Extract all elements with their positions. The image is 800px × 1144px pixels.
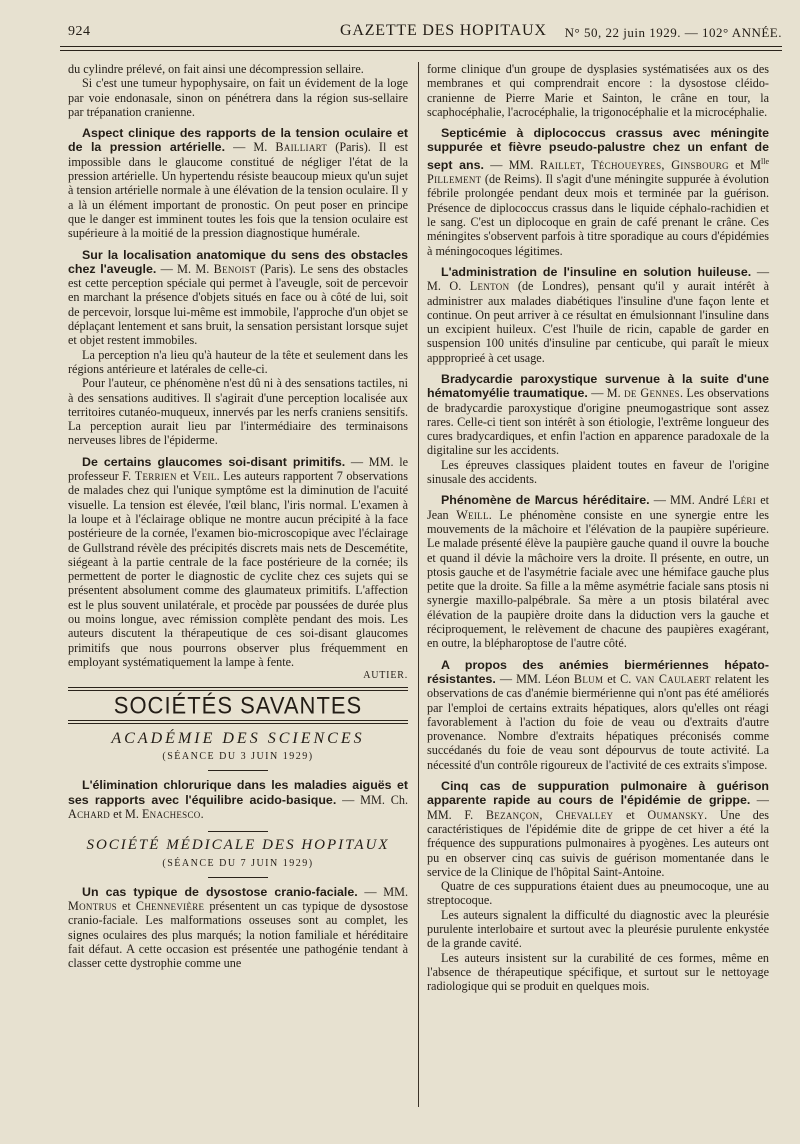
article-body: relatent les observations de cas d'anémie biermérienne qui n'ont pas été améliorés par l'emploi de certains extraits hépatiques, alors qu'elles ont réagi favorablement à l'action du foie de veau ou d'extraits d'autre provenance. Nombre d'extraits hépatiques préconisés comme succédanés du foie de veau sont dépourvus de toute activité. La nécessité d'un contrôle rigoureux de l'activité de ces extraits s'impose.	[427, 671, 769, 772]
author-name: Benoist	[213, 261, 256, 276]
article-terrien-veil: De certains glaucomes soi-disant primitifs. — MM. le professeur F. Terrien et Veil. Les auteurs rapportent 7 observations de malades chez qui l'unique symptôme est la diminution de l'acuité visuelle. La tension est élevée, l'œil blanc, l'iris normal. L'examen à la loupe et à l'éclairage oblique ne montre aucun précipité à la face postérieure de la cornée, l'examen bio-microscopique avec l'éclairage de Gullstrand révèle des précipités discrets mais nets de Descemétite, siégeant à la partie centrale de la face postérieure de la cornée; ils permettent de porter le diagnostic de cyclite chez ces sujets qui se présentent absolument comme des glaumateux primitifs. L'affection est le plus souvent unilatérale, et procède par poussées de durée plus ou moins longue, avec rémission complète pendant des mois. Les auteurs discutent la thérapeutique de ces soi-disant glaucomes primitifs que nous pourrons observer plus fréquemment en employant systématiquement la lampe à fente.	[68, 454, 409, 669]
left-column	[68, 62, 408, 971]
running-header	[60, 22, 782, 44]
article-title: Septicémie à diplococcus crassus avec méningite suppurée et fièvre pseudo-palustre chez un enfant de sept ans.	[427, 126, 769, 172]
article-body: . Une des caractéristiques de l'épidémie dite de grippe de cet hiver a été la fréquence des suppurations pulmonaires à pyogènes. Les auteurs ont pu en observer cinq cas suivis de guérison momentanée dans le service de la Clinique de l'hôpital Saint-Antoine.	[427, 807, 769, 879]
article-body: (de Reims). Il s'agit d'une méningite suppurée à évolution fébrile prolongée pendant deux mois et terminée par la guérison. Présence de diplococcus crassus dans le liquide céphalo-rachidien et le sang. C'est un diplocoque en grain de café prenant le crâne. Ces méningites s'observent parfois à titre sporadique au cours d'épidémies à méningocoques légitimes.	[427, 172, 769, 258]
author-name: Bailliart	[275, 140, 328, 155]
section-rule	[68, 720, 408, 724]
article-title: L'administration de l'insuline en solution huileuse.	[441, 264, 752, 279]
article-title: A propos des anémies biermériennes hépato-résistantes.	[427, 657, 769, 686]
author-name: Oumansky	[647, 807, 705, 822]
issue-line: N° 50, 22 juin 1929. — 102° ANNÉE.	[564, 25, 782, 40]
author-name: Lenton	[469, 279, 510, 294]
article-body: (de Londres), pensant qu'il y aurait intérêt à administrer aux malades diabétiques l'insuline d'une façon lente et continue. On peut arriver à ce résultat en émulsionnant l'insuline dans un excipient huileux. C'est l'huile de ricin, capable de garder en suspension 100 unités d'insuline par centicube, qui paraît le mieux appproprieé à cet usage.	[427, 279, 769, 365]
article-de-gennes: Bradycardie paroxystique survenue à la suite d'une hématomyélie traumatique. — M. de Gennes. Les observations de bradycardie paroxystique d'origine pneumogastrique sont assez rares. Celle-ci tient son intérêt à son étiologie, l'extrême longueur des cures bradycardiques, et enfin l'action en apparence paradoxale de la digitaline sur les accidents.	[427, 372, 770, 458]
author-name: Pillement	[427, 172, 482, 187]
article-body: . Les observations de bradycardie paroxystique d'origine pneumogastrique sont assez rares. Celle-ci tient son intérêt à son étiologie, l'extrême longueur des cures bradycardiques, et enfin l'action en apparence paradoxale de la digitaline sur les accidents.	[427, 386, 770, 458]
page-number: 924	[68, 24, 91, 39]
article-body: présentent un cas typique de dysostose cranio-faciale. Les malformations osseuses sont au complet, les signes oculaires des plus marqués; la notion familiale et héréditaire fait défaut. A cette occasion est présentée une pathogénie tendant à classer cette dystrophie comme une	[68, 899, 409, 971]
author-name: Weill	[456, 507, 489, 522]
author-name: Léri	[732, 493, 757, 508]
author-name: Achard	[68, 806, 111, 821]
author-name: Chennevière	[135, 899, 205, 914]
paragraph: Quatre de ces suppurations étaient dues au pneumocoque, une au streptocoque.	[427, 879, 769, 908]
paragraph: forme clinique d'un groupe de dysplasies systématisées aux os des membranes et qui comprendrait encore : la dysostose cléido-cranienne de Pierre Marie et Sainton, le crâne en tour, la scaphocéphalie, l'acrocéphalie, la trigonocéphalie et la microcéphalie.	[427, 62, 769, 119]
article-bezancon: Cinq cas de suppuration pulmonaire à guérison apparente rapide au cours de l'épidémie de grippe. — MM. F. Bezançon, Chevalley et Oumansky. Une des caractéristiques de l'épidémie dite de grippe de cet hiver a été la fréquence des suppurations pulmonaires à pyogènes. Les auteurs ont pu en observer cinq cas suivis de guérison momentanée dans le service de la Clinique de l'hôpital Saint-Antoine.	[427, 779, 769, 879]
article-benoist: Sur la localisation anatomique du sens des obstacles chez l'aveugle. — M. M. Benoist (Paris). Le sens des obstacles est cette perception spéciale qui permet à l'aveugle, soit de percevoir en marchant la présence d'objets situés en face ou à côté de lui, soit de percevoir, lorsque lui-même est immobile, l'approche d'un objet se déplaçant lentement et sans bruit, la sensation persistant lorsque sujet et objet restent immobiles.	[68, 247, 408, 348]
article-blum-caulaert: A propos des anémies biermériennes hépato-résistantes. — MM. Léon Blum et C. van Caulaert relatent les observations de cas d'anémie biermérienne qui n'ont pas été améliorés par l'emploi de certains extraits hépatiques, alors qu'elles ont réagi favorablement à l'action du foie de veau ou d'extraits d'autre provenance. Nombre d'extraits hépatiques préconisés comme succédanés du foie de veau sont dépourvus de toute activité. La nécessité d'un contrôle rigoureux de l'activité de ces extraits s'impose.	[427, 657, 769, 772]
author-name: de Gennes	[624, 386, 680, 401]
paragraph: Les auteurs signalent la difficulté du diagnostic avec la pleurésie purulente interlobaire et surtout avec la pleurésie purulente enkystée de la grande cavité.	[427, 907, 769, 951]
journal-title: GAZETTE DES HOPITAUX	[340, 22, 547, 39]
article-title: Aspect clinique des rapports de la tension oculaire et de la pression artérielle.	[68, 126, 408, 155]
author-name: Raillet, Téchoueyres, Ginsbourg	[539, 157, 729, 172]
paragraph: Pour l'auteur, ce phénomène n'est dû ni à des sensations tactiles, ni à des sensations auditives. Il s'agirait d'une perception localisée aux territoires cutanéo-muqueux, innervés par les nerfs craniens sensitifs. La perception aurait lieu par l'intermédiaire des terminaisons nerveuses libres de l'épiderme.	[68, 376, 408, 448]
article-title: L'élimination chlorurique dans les maladies aiguës et ses rapports avec l'équilibre acido-basique.	[68, 778, 408, 807]
paragraph: Si c'est une tumeur hypophysaire, on fait un évidement de la loge par voie endonasale, sinon on pénétrera dans la région sus-sellaire par trépanation cranienne.	[68, 76, 408, 119]
signature: AUTIER.	[363, 670, 408, 682]
article-lenton: L'administration de l'insuline en solution huileuse. — M. O. Lenton (de Londres), pensant qu'il y aurait intérêt à administrer aux malades diabétiques l'insuline d'une façon lente et continue. On peut arriver à ce résultat en émulsionnant l'insuline dans un excipient huileux. C'est l'huile de ricin, capable de garder en suspension 100 unités d'insuline par centicube, qui paraît le mieux appproprieé à cet usage.	[427, 264, 769, 365]
paragraph: Les épreuves classiques plaident toutes en faveur de l'origine sinusale des accidents.	[427, 457, 769, 487]
article-title: De certains glaucomes soi-disant primitifs.	[82, 454, 346, 469]
article-leri-weill: Phénomène de Marcus héréditaire. — MM. André Léri et Jean Weill. Le phénomène consiste en une synergie entre les mouvements de la mâchoire et l'élévation de la paupière supérieure. Le malade présenté élève la paupière gauche quand il ouvre la bouche et quand il dévie la mâchoire vers la droite. Il présente, en outre, un ptosis gauche et de l'asymétrie faciale avec une hémiface gauche plus petite que la droite. Sa fille a la même asymétrie faciale sans ptosis ni synergie maxillo-palpébrale. Sa mère a un ptosis bilatéral avec élévation de la paupière droite dans la diduction vers la gauche et réciproquement, le relèvement de chacune des paupières exagérant, en outre, la blépharoptose de l'autre côté.	[427, 493, 770, 651]
paragraph: du cylindre prélevé, on fait ainsi une décompression sellaire.	[68, 62, 364, 76]
header-rule-top	[60, 46, 782, 47]
author-name: Enachesco	[141, 806, 201, 821]
column-divider	[418, 62, 419, 1107]
section-title: SOCIÉTÉS SAVANTES	[113, 692, 363, 720]
article-bailliart: Aspect clinique des rapports de la tension oculaire et de la pression artérielle. — M. Bailliart (Paris). Il est impossible dans le glaucome constitué de négliger l'état de la pression artérielle. Un hypertendu résiste beaucoup mieux qu'un sujet à tension artérielle normale à une élévation de la tension oculaire. Il y a là un élément important de pronostic. On peut poser en principe que le danger est imminent toutes les fois que la tension oculaire est supérieure à la moitié de la pression diagnostique humérale.	[68, 126, 409, 241]
article-body: . Les auteurs rapportent 7 observations de malades chez qui l'unique symptôme est la diminution de l'acuité visuelle. La tension est élevée, l'œil blanc, l'iris normal. L'examen à la loupe et à l'éclairage oblique ne montre aucun précipité à la face postérieure de la cornée, l'examen bio-microscopique avec l'éclairage de Gullstrand révèle des précipités discrets mais nets de Descemétite, siégeant à la partie centrale de la face postérieure de la cornée; ils permettent de porter le diagnostic de cyclite chez ces sujets qui se présentent absolument comme des glaumateux primitifs. L'affection est le plus souvent unilatérale, et procède par poussées de durée plus ou moins longue, avec rémission complète pendant des mois. Les auteurs discutent la thérapeutique de ces soi-disant glaucomes primitifs que nous pourrons observer plus fréquemment en employant systématiquement la lampe à fente.	[68, 469, 408, 669]
author-name: Montrus	[68, 899, 117, 914]
article-title: Bradycardie paroxystique survenue à la suite d'une hématomyélie traumatique.	[427, 372, 769, 401]
session-date: (SÉANCE DU 7 JUIN 1929)	[162, 857, 314, 869]
author-name: Veil	[192, 469, 217, 484]
right-column	[427, 62, 769, 993]
paragraph: Les auteurs insistent sur la curabilité de ces formes, même en l'absence de thérapeutique spécifique, et surtout sur le nettoyage radiologique qui se produit en quelques mois.	[427, 950, 769, 994]
short-rule	[208, 831, 268, 832]
article-title: Phénomène de Marcus héréditaire.	[441, 493, 650, 508]
article-title: Sur la localisation anatomique du sens des obstacles chez l'aveugle.	[68, 247, 408, 276]
short-rule	[208, 877, 268, 878]
article-achard-enachesco: L'élimination chlorurique dans les maladies aiguës et ses rapports avec l'équilibre acido-basique. — MM. Ch. Achard et M. Enachesco.	[68, 778, 408, 821]
article-raillet: Septicémie à diplococcus crassus avec méningite suppurée et fièvre pseudo-palustre chez un enfant de sept ans. — MM. Raillet, Téchoueyres, Ginsbourg et $M^{lle}$ Pillement (de Reims). Il s'agit d'une méningite suppurée à évolution fébrile prolongée pendant deux mois et terminée par la guérison. Présence de diplococcus crassus dans le liquide céphalo-rachidien et le sang. C'est un diplocoque en grain de café prenant le crâne. Ces méningites s'observent parfois à titre sporadique au cours d'épidémies à méningocoques légitimes.	[427, 126, 769, 258]
article-title: Un cas typique de dysostose cranio-faciale.	[82, 884, 358, 899]
article-body: (Paris). Le sens des obstacles est cette perception spéciale qui permet à l'aveugle, soit de percevoir en marchant la présence d'objets situés en face ou à côté de lui, soit de percevoir, lorsque lui-même est immobile, l'approche d'un objet se déplaçant lentement et sans bruit, la sensation persistant lorsque sujet et objet restent immobiles.	[68, 261, 408, 348]
article-montrus-chenneviere: Un cas typique de dysostose cranio-faciale. — MM. Montrus et Chennevière présentent un cas typique de dysostose cranio-faciale. Les malformations osseuses sont au complet, les signes oculaires des plus marqués; la notion familiale et héréditaire fait défaut. A cette occasion est présentée une pathogénie tendant à classer cette dystrophie comme une	[68, 884, 409, 971]
author-name: van Caulaert	[635, 671, 711, 686]
short-rule	[208, 770, 268, 771]
header-rule-bottom	[60, 50, 782, 51]
society-name: ACADÉMIE DES SCIENCES	[111, 729, 365, 747]
article-body: . Le phénomène consiste en une synergie entre les mouvements de la mâchoire et l'élévation de la paupière supérieure. Le malade présenté élève la paupière gauche quand il ouvre la bouche et quand il dévie la mâchoire vers la droite. Il présente, en outre, un ptosis gauche et de l'asymétrie faciale avec une hémiface gauche plus petite que la droite. Sa fille a la même asymétrie faciale sans ptosis ni synergie maxillo-palpébrale. Sa mère a un ptosis bilatéral avec élévation de la paupière droite dans la diduction vers la gauche et réciproquement, le relèvement de chacune des paupières exagérant, en outre, la blépharoptose de l'autre côté.	[427, 507, 770, 651]
article-title: Cinq cas de suppuration pulmonaire à guérison apparente rapide au cours de l'épidémie de grippe.	[427, 779, 769, 808]
author-name: Blum	[573, 671, 604, 686]
article-body: (Paris). Il est impossible dans le glaucome constitué de négliger l'état de la pression artérielle. Un hypertendu résiste beaucoup mieux qu'un sujet à tension artérielle normale à une élévation de la tension oculaire. Il y a là un élément important de pronostic. On peut poser en principe que le danger est imminent toutes les fois que la tension oculaire est supérieure à la moitié de la pression diagnostique humérale.	[68, 140, 409, 241]
session-date: (SÉANCE DU 3 JUIN 1929)	[162, 751, 314, 763]
society-name: SOCIÉTÉ MÉDICALE DES HOPITAUX	[86, 837, 390, 854]
author-name: Terrien	[134, 469, 177, 484]
author-name: Bezançon, Chevalley	[485, 807, 614, 822]
paragraph: La perception n'a lieu qu'à hauteur de la tête et seulement dans les régions antérieure et latérales de celle-ci.	[68, 347, 408, 376]
